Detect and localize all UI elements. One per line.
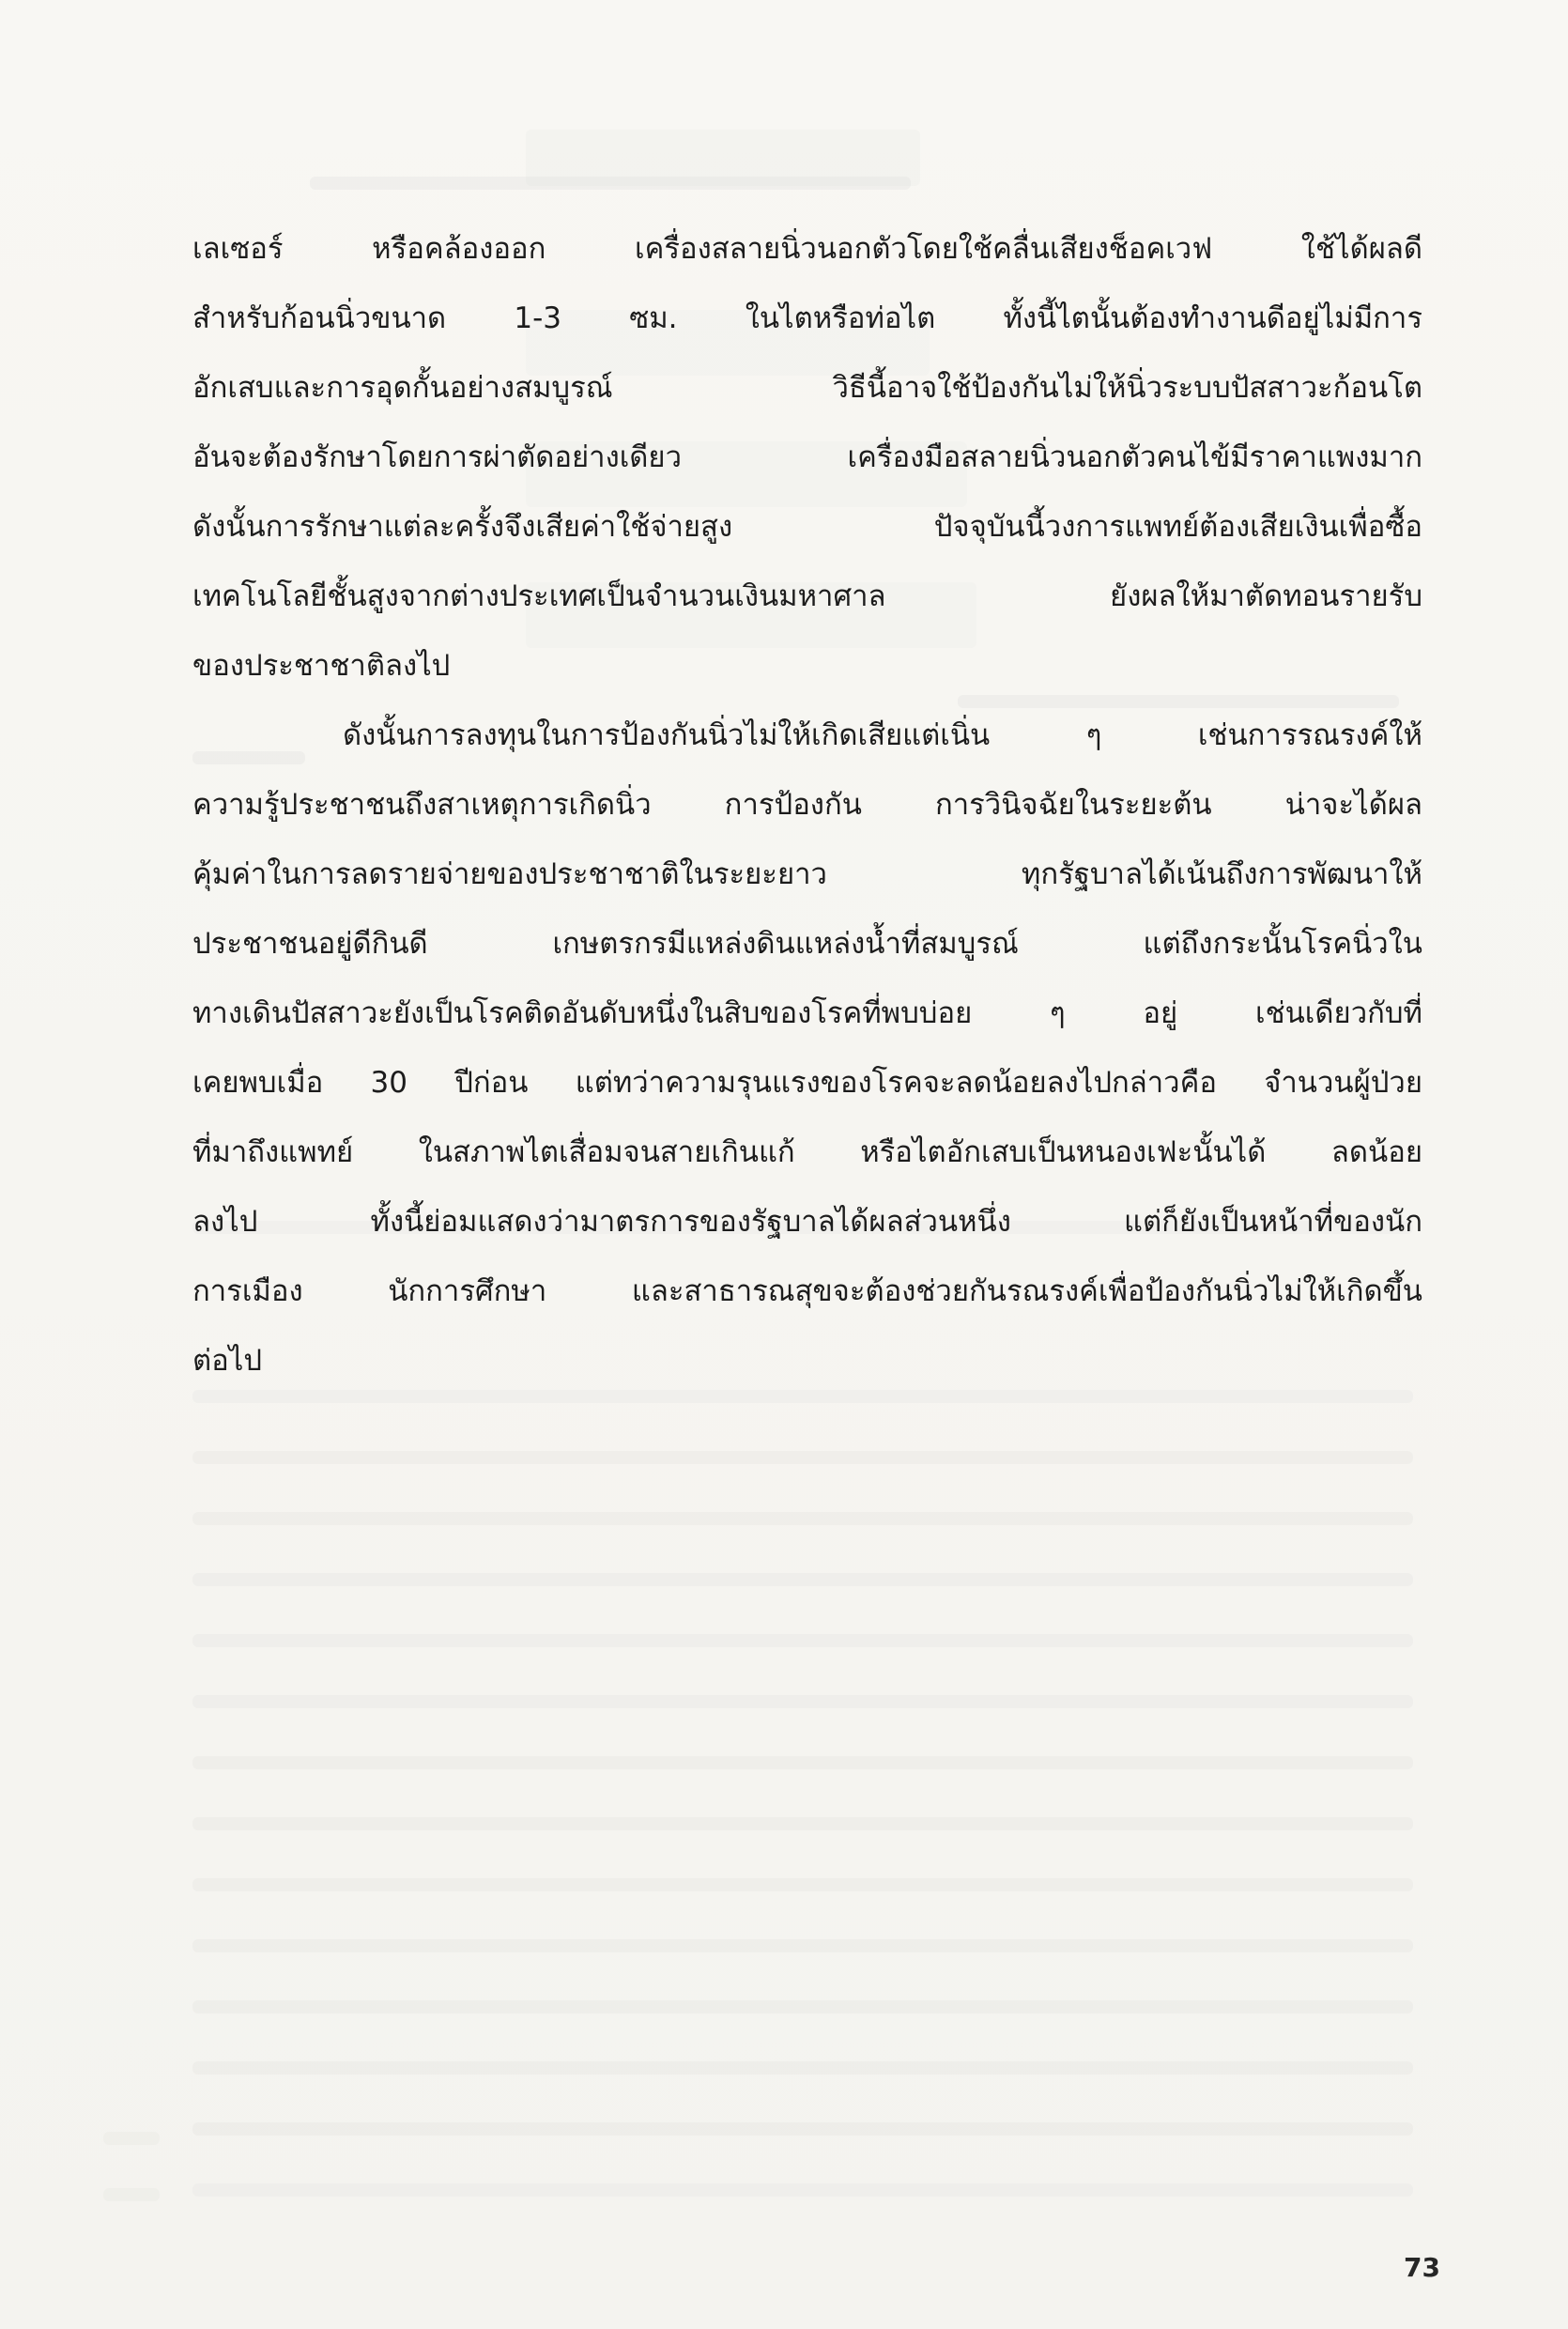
text-line: ความรู้ประชาชนถึงสาเหตุการเกิดนิ่ว การป้องกัน การวินิจฉัยในระยะต้น น่าจะได้ผล — [192, 788, 1422, 822]
text-line: ของประชาชาติลงไป — [192, 649, 451, 683]
text-line: ที่มาถึงแพทย์ ในสภาพไตเสื่อมจนสายเกินแก้ หรือไตอักเสบเป็นหนองเฟะนั้นได้ ลดน้อย — [192, 1135, 1422, 1169]
text-line: เลเซอร์ หรือคล้องออก เครื่องสลายนิ่วนอกตัวโดยใช้คลื่นเสียงช็อคเวฟ ใช้ได้ผลดี — [192, 232, 1422, 266]
text-line: ทางเดินปัสสาวะยังเป็นโรคติดอันดับหนึ่งในสิบของโรคที่พบบ่อย ๆ อยู่ เช่นเดียวกับที่ — [192, 996, 1422, 1030]
text-line: สำหรับก้อนนิ่วขนาด 1-3 ซม. ในไตหรือท่อไต ทั้งนี้ไตนั้นต้องทำงานดีอยู่ไม่มีการ — [192, 301, 1422, 335]
page-number: 73 — [1404, 2252, 1440, 2283]
text-line: อันจะต้องรักษาโดยการผ่าตัดอย่างเดียว เครื่องมือสลายนิ่วนอกตัวคนไข้มีราคาแพงมาก — [192, 440, 1422, 474]
text-line: เคยพบเมื่อ 30 ปีก่อน แต่ทว่าความรุนแรงของโรคจะลดน้อยลงไปกล่าวคือ จำนวนผู้ป่วย — [192, 1066, 1422, 1100]
text-line: อักเสบและการอุดกั้นอย่างสมบูรณ์ วิธีนี้อาจใช้ป้องกันไม่ให้นิ่วระบบปัสสาวะก้อนโต — [192, 371, 1422, 405]
text-line: การเมือง นักการศึกษา และสาธารณสุขจะต้องช่วยกันรณรงค์เพื่อป้องกันนิ่วไม่ให้เกิดขึ้น — [192, 1274, 1422, 1308]
text-line: ลงไป ทั้งนี้ย่อมแสดงว่ามาตรการของรัฐบาลได้ผลส่วนหนึ่ง แต่ก็ยังเป็นหน้าที่ของนัก — [192, 1205, 1422, 1239]
text-line: ดังนั้นการรักษาแต่ละครั้งจึงเสียค่าใช้จ่ายสูง ปัจจุบันนี้วงการแพทย์ต้องเสียเงินเพื่อซื้อ — [192, 510, 1422, 544]
body-text — [192, 214, 1422, 1396]
text-line: คุ้มค่าในการลดรายจ่ายของประชาชาติในระยะยาว ทุกรัฐบาลได้เน้นถึงการพัฒนาให้ — [192, 857, 1422, 891]
paragraph-first-line: ดังนั้นการลงทุนในการป้องกันนิ่วไม่ให้เกิดเสียแต่เนิ่น ๆ เช่นการรณรงค์ให้ — [343, 718, 1422, 752]
text-line: เทคโนโลยีชั้นสูงจากต่างประเทศเป็นจำนวนเงินมหาศาล ยังผลให้มาตัดทอนรายรับ — [192, 579, 1422, 613]
text-line: ประชาชนอยู่ดีกินดี เกษตรกรมีแหล่งดินแหล่งน้ำที่สมบูรณ์ แต่ถึงกระนั้นโรคนิ่วใน — [192, 927, 1422, 961]
text-line: ต่อไป — [192, 1344, 263, 1378]
